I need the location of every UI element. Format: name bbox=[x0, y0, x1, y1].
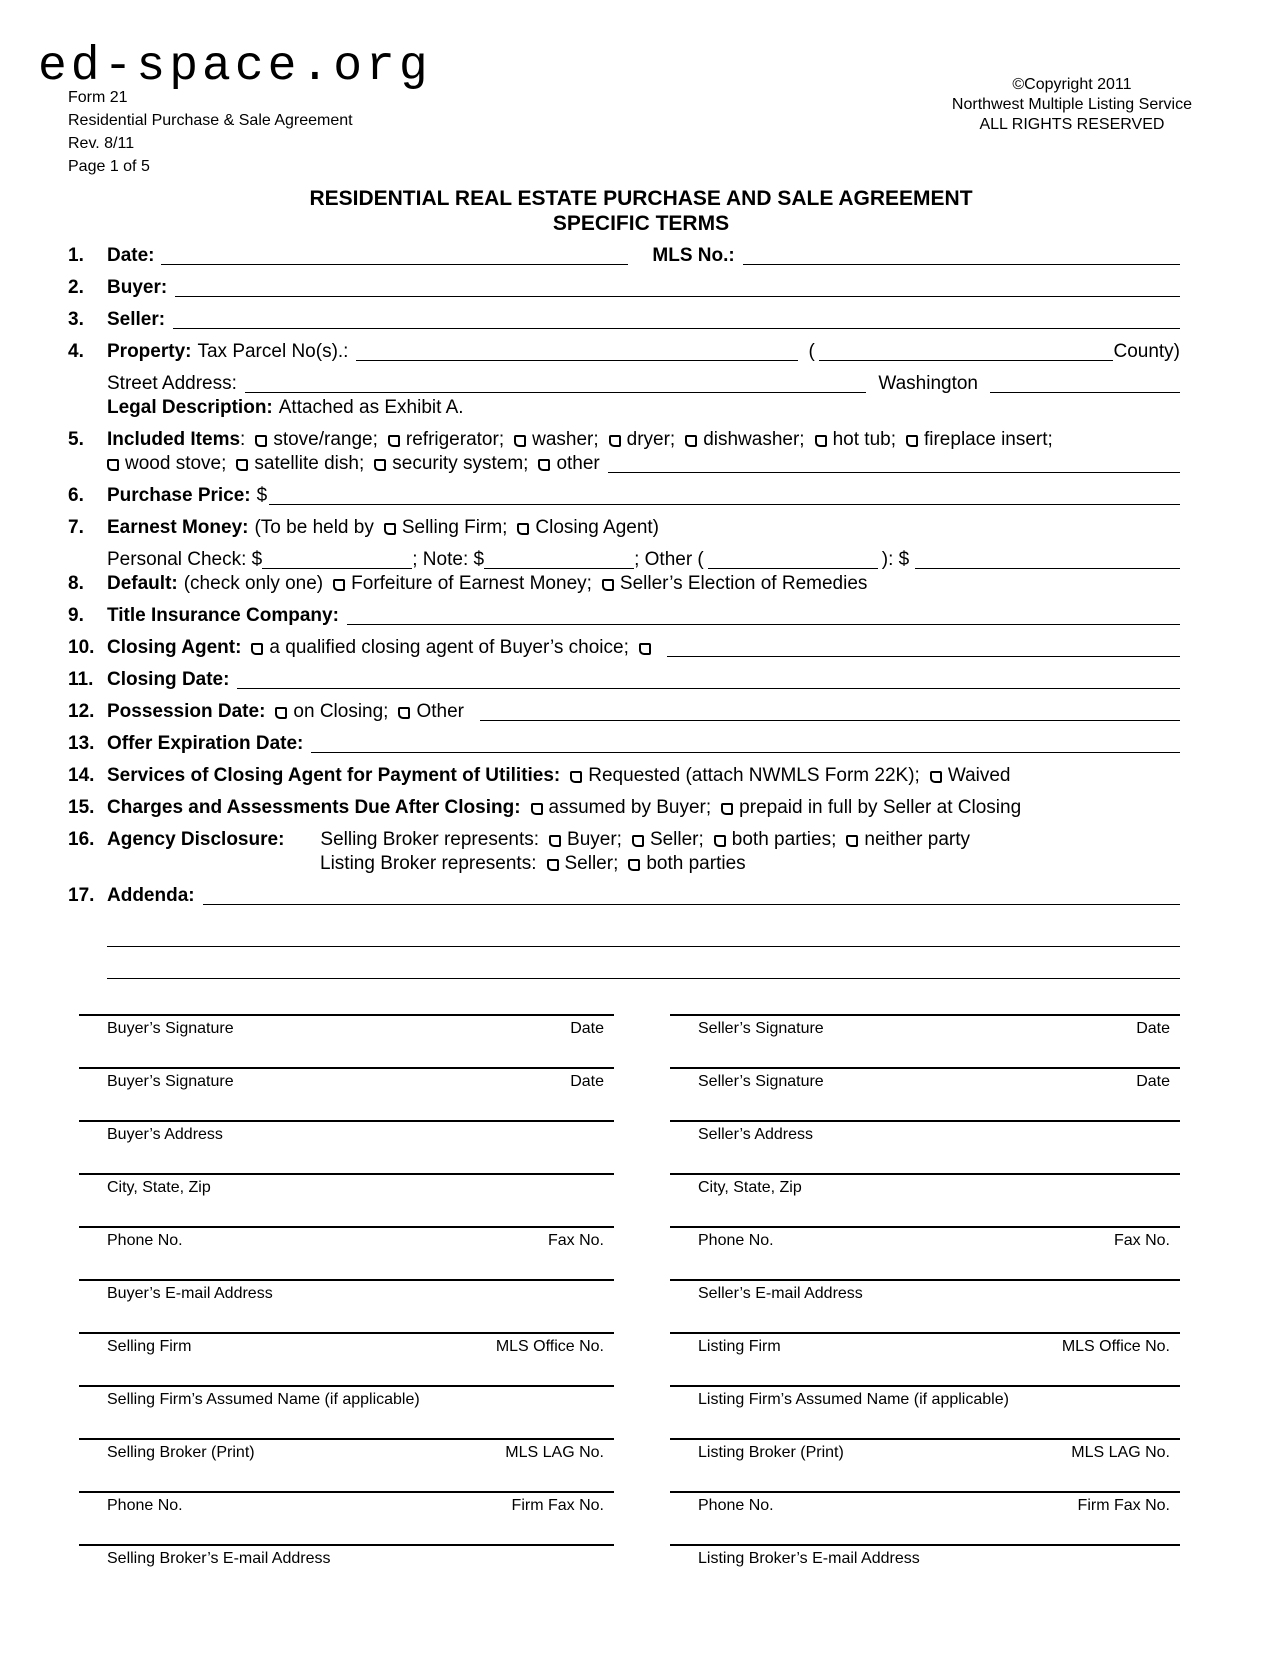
stove-range-checkbox[interactable] bbox=[255, 435, 267, 447]
item-utilities-services bbox=[68, 764, 1180, 788]
stove-range-label: stove/range; bbox=[273, 429, 378, 450]
dryer-checkbox[interactable] bbox=[609, 435, 621, 447]
listing-broker-email-row bbox=[670, 1544, 1180, 1568]
mls-no-input-line[interactable] bbox=[743, 264, 1180, 265]
addenda-label: Addenda: bbox=[107, 885, 195, 906]
listing-represents-both-label: both parties bbox=[646, 853, 746, 874]
item-charges-assessments bbox=[68, 796, 1180, 820]
represents-both-label: both parties; bbox=[731, 829, 837, 850]
selling-broker-email-row bbox=[79, 1544, 614, 1568]
washer-checkbox[interactable] bbox=[514, 435, 526, 447]
listing-represents-seller-checkbox[interactable] bbox=[547, 859, 559, 871]
selling-firm-option-label: Selling Firm; bbox=[401, 517, 508, 538]
document-title-line1: RESIDENTIAL REAL ESTATE PURCHASE AND SALE AGREEMENT bbox=[309, 187, 973, 210]
item-8-number: 8. bbox=[68, 573, 84, 594]
on-closing-label: on Closing; bbox=[293, 701, 389, 722]
named-agent-input-line[interactable] bbox=[667, 656, 1180, 657]
buyer-signature-column bbox=[79, 1014, 614, 1568]
item-7-number: 7. bbox=[68, 517, 84, 538]
seller-signature-1-label: Seller’s Signature bbox=[698, 1020, 824, 1037]
form-items bbox=[68, 244, 1180, 979]
utilities-requested-checkbox[interactable] bbox=[570, 771, 582, 783]
seller-fax-label: Fax No. bbox=[1113, 1232, 1170, 1249]
hot-tub-label: hot tub; bbox=[832, 429, 896, 450]
mls-no-label: MLS No.: bbox=[652, 245, 735, 266]
qualified-agent-checkbox[interactable] bbox=[251, 643, 263, 655]
selling-firm-checkbox[interactable] bbox=[384, 523, 396, 535]
listing-broker-email-label: Listing Broker’s E-mail Address bbox=[698, 1550, 920, 1567]
closing-agent-checkbox[interactable] bbox=[517, 523, 529, 535]
date-label: Date: bbox=[107, 245, 155, 266]
county-input-line[interactable] bbox=[819, 360, 1114, 361]
item-offer-expiration bbox=[68, 732, 1180, 756]
buyer-fax-label: Fax No. bbox=[547, 1232, 604, 1249]
listing-represents-seller-label: Seller; bbox=[564, 853, 619, 874]
addenda-input-line-1[interactable] bbox=[203, 904, 1180, 905]
item-10-number: 10. bbox=[68, 637, 95, 658]
buyer-input-line[interactable] bbox=[175, 296, 1180, 297]
represents-seller-checkbox[interactable] bbox=[632, 835, 644, 847]
seller-address-label: Seller’s Address bbox=[698, 1126, 814, 1143]
assumed-by-buyer-label: assumed by Buyer; bbox=[548, 797, 712, 818]
item-12-number: 12. bbox=[68, 701, 95, 722]
closing-agent-label: Closing Agent: bbox=[107, 637, 242, 658]
buyer-phone-fax-row bbox=[79, 1226, 614, 1250]
listing-represents-both-checkbox[interactable] bbox=[628, 859, 640, 871]
buyer-signature-1-label: Buyer’s Signature bbox=[107, 1020, 234, 1037]
item-9-number: 9. bbox=[68, 605, 84, 626]
possession-other-label: Other bbox=[416, 701, 464, 722]
other-items-input-line[interactable] bbox=[608, 472, 1180, 473]
seller-signature-row-1 bbox=[670, 1014, 1180, 1038]
item-default bbox=[68, 572, 1180, 596]
legal-description-value: Attached as Exhibit A. bbox=[278, 397, 464, 418]
prepaid-by-seller-checkbox[interactable] bbox=[721, 803, 733, 815]
other-items-checkbox[interactable] bbox=[538, 459, 550, 471]
county-label: County) bbox=[1113, 341, 1180, 362]
selling-firm-mls-office-label: MLS Office No. bbox=[495, 1338, 604, 1355]
selling-broker-mls-lag-label: MLS LAG No. bbox=[505, 1444, 604, 1461]
utilities-waived-label: Waived bbox=[947, 765, 1011, 786]
buyer-signature-row-1 bbox=[79, 1014, 614, 1038]
hot-tub-checkbox[interactable] bbox=[815, 435, 827, 447]
default-label: Default: bbox=[107, 573, 178, 594]
selling-broker-email-label: Selling Broker’s E-mail Address bbox=[107, 1550, 331, 1567]
election-remedies-checkbox[interactable] bbox=[602, 579, 614, 591]
selling-firm-assumed-name-row bbox=[79, 1385, 614, 1409]
security-system-label: security system; bbox=[392, 453, 529, 474]
seller-phone-label: Phone No. bbox=[698, 1232, 774, 1249]
buyer-city-state-zip-label: City, State, Zip bbox=[107, 1179, 211, 1196]
on-closing-checkbox[interactable] bbox=[275, 707, 287, 719]
assumed-by-buyer-checkbox[interactable] bbox=[531, 803, 543, 815]
legal-description-label: Legal Description: bbox=[107, 397, 273, 418]
wood-stove-label: wood stove; bbox=[125, 453, 227, 474]
item-15-number: 15. bbox=[68, 797, 95, 818]
purchase-price-label: Purchase Price: bbox=[107, 485, 251, 506]
seller-signature-2-label: Seller’s Signature bbox=[698, 1073, 824, 1090]
listing-broker-print-label: Listing Broker (Print) bbox=[698, 1444, 844, 1461]
other-money-input-line[interactable] bbox=[708, 568, 878, 569]
seller-email-row bbox=[670, 1279, 1180, 1303]
wood-stove-checkbox[interactable] bbox=[107, 459, 119, 471]
form-info-block bbox=[68, 86, 353, 178]
listing-broker-represents-label: Listing Broker represents: bbox=[320, 853, 537, 874]
offer-expiration-input-line[interactable] bbox=[311, 752, 1180, 753]
listing-broker-phone-label: Phone No. bbox=[698, 1497, 774, 1514]
buyer-address-row bbox=[79, 1120, 614, 1144]
document-title bbox=[0, 186, 1282, 236]
listing-firm-row bbox=[670, 1332, 1180, 1356]
selling-firm-row bbox=[79, 1332, 614, 1356]
form-title: Residential Purchase & Sale Agreement bbox=[68, 112, 353, 129]
purchase-price-input-line[interactable] bbox=[269, 504, 1180, 505]
represents-neither-checkbox[interactable] bbox=[846, 835, 858, 847]
listing-firm-assumed-name-row bbox=[670, 1385, 1180, 1409]
represents-seller-label: Seller; bbox=[649, 829, 704, 850]
addenda-input-line-3[interactable] bbox=[107, 978, 1180, 979]
utilities-requested-label: Requested (attach NWMLS Form 22K); bbox=[588, 765, 920, 786]
copyright-line: ©Copyright 2011 bbox=[1012, 76, 1132, 93]
rights-reserved: ALL RIGHTS RESERVED bbox=[979, 116, 1165, 133]
item-3-number: 3. bbox=[68, 309, 84, 330]
named-agent-checkbox[interactable] bbox=[639, 643, 651, 655]
listing-firm-label: Listing Firm bbox=[698, 1338, 781, 1355]
seller-signature-column bbox=[670, 1014, 1180, 1568]
street-address-label: Street Address: bbox=[107, 373, 237, 394]
form-revision: Rev. 8/11 bbox=[68, 135, 135, 152]
seller-label: Seller: bbox=[107, 309, 166, 330]
street-address-input-line[interactable] bbox=[245, 392, 866, 393]
tax-parcel-input-line[interactable] bbox=[356, 360, 798, 361]
property-label: Property: bbox=[107, 341, 192, 362]
dishwasher-checkbox[interactable] bbox=[685, 435, 697, 447]
item-closing-agent bbox=[68, 636, 1180, 660]
possession-other-checkbox[interactable] bbox=[398, 707, 410, 719]
represents-buyer-checkbox[interactable] bbox=[549, 835, 561, 847]
selling-broker-print-label: Selling Broker (Print) bbox=[107, 1444, 255, 1461]
signature-section bbox=[79, 1014, 1180, 1568]
refrigerator-label: refrigerator; bbox=[405, 429, 505, 450]
refrigerator-checkbox[interactable] bbox=[388, 435, 400, 447]
buyer-signature-2-label: Buyer’s Signature bbox=[107, 1073, 234, 1090]
personal-check-label: Personal Check: $ bbox=[107, 549, 263, 570]
included-items-label: Included Items bbox=[107, 429, 241, 450]
buyer-signature-2-date-label: Date bbox=[570, 1073, 604, 1090]
buyer-phone-label: Phone No. bbox=[107, 1232, 183, 1249]
other-money-close-label: ): $ bbox=[881, 549, 910, 570]
document-title-line2: SPECIFIC TERMS bbox=[552, 212, 730, 235]
other-items-label: other bbox=[556, 453, 600, 474]
fireplace-insert-label: fireplace insert; bbox=[923, 429, 1053, 450]
state-label: Washington bbox=[878, 373, 978, 394]
listing-broker-mls-lag-label: MLS LAG No. bbox=[1071, 1444, 1170, 1461]
satellite-dish-label: satellite dish; bbox=[254, 453, 365, 474]
item-4-number: 4. bbox=[68, 341, 84, 362]
held-by-label: (To be held by bbox=[254, 517, 374, 538]
forfeiture-checkbox[interactable] bbox=[333, 579, 345, 591]
possession-other-input-line[interactable] bbox=[480, 720, 1180, 721]
selling-broker-firm-fax-label: Firm Fax No. bbox=[511, 1497, 604, 1514]
buyer-label: Buyer: bbox=[107, 277, 168, 298]
item-possession-date bbox=[68, 700, 1180, 724]
personal-check-input-line[interactable] bbox=[262, 568, 412, 569]
included-items-colon: : bbox=[240, 429, 246, 450]
represents-buyer-label: Buyer; bbox=[567, 829, 622, 850]
listing-firm-assumed-name-label: Listing Firm’s Assumed Name (if applicable) bbox=[698, 1391, 1009, 1408]
item-5-number: 5. bbox=[68, 429, 84, 450]
closing-agent-option-label: Closing Agent) bbox=[535, 517, 659, 538]
item-2-number: 2. bbox=[68, 277, 84, 298]
listing-broker-print-row bbox=[670, 1438, 1180, 1462]
item-1-number: 1. bbox=[68, 245, 84, 266]
note-input-line[interactable] bbox=[484, 568, 634, 569]
agency-disclosure-label: Agency Disclosure: bbox=[107, 829, 285, 850]
selling-broker-print-row bbox=[79, 1438, 614, 1462]
item-13-number: 13. bbox=[68, 733, 95, 754]
item-purchase-price bbox=[68, 484, 1180, 508]
possession-date-label: Possession Date: bbox=[107, 701, 266, 722]
represents-both-checkbox[interactable] bbox=[714, 835, 726, 847]
page-count: Page 1 of 5 bbox=[68, 158, 150, 175]
qualified-agent-label: a qualified closing agent of Buyer’s choice; bbox=[269, 637, 629, 658]
utilities-services-label: Services of Closing Agent for Payment of Utilities: bbox=[107, 765, 561, 786]
seller-city-state-zip-label: City, State, Zip bbox=[698, 1179, 802, 1196]
dishwasher-label: dishwasher; bbox=[703, 429, 805, 450]
selling-firm-assumed-name-label: Selling Firm’s Assumed Name (if applicable) bbox=[107, 1391, 420, 1408]
listing-broker-phone-fax-row bbox=[670, 1491, 1180, 1515]
utilities-waived-checkbox[interactable] bbox=[930, 771, 942, 783]
title-insurance-label: Title Insurance Company: bbox=[107, 605, 339, 626]
seller-signature-2-date-label: Date bbox=[1136, 1073, 1170, 1090]
election-remedies-label: Seller’s Election of Remedies bbox=[619, 573, 868, 594]
washer-label: washer; bbox=[532, 429, 599, 450]
satellite-dish-checkbox[interactable] bbox=[236, 459, 248, 471]
buyer-city-state-zip-row bbox=[79, 1173, 614, 1197]
item-date bbox=[68, 244, 1180, 268]
item-16-number: 16. bbox=[68, 829, 95, 850]
addenda-input-line-2[interactable] bbox=[107, 946, 1180, 947]
charges-assessments-label: Charges and Assessments Due After Closing: bbox=[107, 797, 521, 818]
zip-input-line[interactable] bbox=[990, 392, 1180, 393]
closing-date-label: Closing Date: bbox=[107, 669, 230, 690]
item-14-number: 14. bbox=[68, 765, 95, 786]
watermark-logo: ed-space.org bbox=[38, 40, 432, 94]
seller-phone-fax-row bbox=[670, 1226, 1180, 1250]
dollar-sign: $ bbox=[256, 485, 268, 506]
buyer-email-label: Buyer’s E-mail Address bbox=[107, 1285, 273, 1302]
closing-date-input-line[interactable] bbox=[237, 688, 1180, 689]
dryer-label: dryer; bbox=[626, 429, 676, 450]
selling-firm-label: Selling Firm bbox=[107, 1338, 192, 1355]
item-closing-date bbox=[68, 668, 1180, 692]
listing-broker-firm-fax-label: Firm Fax No. bbox=[1077, 1497, 1170, 1514]
title-insurance-input-line[interactable] bbox=[347, 624, 1180, 625]
item-6-number: 6. bbox=[68, 485, 84, 506]
security-system-checkbox[interactable] bbox=[374, 459, 386, 471]
date-input-line[interactable] bbox=[161, 264, 629, 265]
tax-parcel-label: Tax Parcel No(s).: bbox=[197, 341, 349, 362]
buyer-signature-row-2 bbox=[79, 1067, 614, 1091]
item-title-insurance bbox=[68, 604, 1180, 628]
copyright-owner: Northwest Multiple Listing Service bbox=[951, 96, 1192, 113]
seller-signature-row-2 bbox=[670, 1067, 1180, 1091]
item-addenda bbox=[68, 884, 1180, 908]
prepaid-by-seller-label: prepaid in full by Seller at Closing bbox=[739, 797, 1022, 818]
selling-broker-represents-label: Selling Broker represents: bbox=[320, 829, 540, 850]
selling-broker-phone-label: Phone No. bbox=[107, 1497, 183, 1514]
item-earnest-money bbox=[68, 516, 1180, 572]
represents-neither-label: neither party bbox=[864, 829, 970, 850]
item-property bbox=[68, 340, 1180, 420]
buyer-email-row bbox=[79, 1279, 614, 1303]
seller-input-line[interactable] bbox=[173, 328, 1180, 329]
item-included-items bbox=[68, 428, 1180, 476]
earnest-money-label: Earnest Money: bbox=[107, 517, 249, 538]
item-seller bbox=[68, 308, 1180, 332]
buyer-address-label: Buyer’s Address bbox=[107, 1126, 223, 1143]
item-buyer bbox=[68, 276, 1180, 300]
forfeiture-label: Forfeiture of Earnest Money; bbox=[351, 573, 592, 594]
fireplace-insert-checkbox[interactable] bbox=[906, 435, 918, 447]
note-label: ; Note: $ bbox=[412, 549, 485, 570]
other-money-amount-line[interactable] bbox=[915, 568, 1180, 569]
check-only-one-note: (check only one) bbox=[183, 573, 324, 594]
listing-firm-mls-office-label: MLS Office No. bbox=[1061, 1338, 1170, 1355]
copyright-block bbox=[952, 75, 1192, 135]
other-money-label: ; Other ( bbox=[634, 549, 704, 570]
buyer-signature-1-date-label: Date bbox=[570, 1020, 604, 1037]
item-17-number: 17. bbox=[68, 885, 95, 906]
offer-expiration-label: Offer Expiration Date: bbox=[107, 733, 304, 754]
item-agency-disclosure bbox=[68, 828, 1180, 876]
seller-signature-1-date-label: Date bbox=[1136, 1020, 1170, 1037]
seller-email-label: Seller’s E-mail Address bbox=[698, 1285, 863, 1302]
form-number: Form 21 bbox=[68, 89, 128, 106]
selling-broker-phone-fax-row bbox=[79, 1491, 614, 1515]
county-paren-open: ( bbox=[808, 341, 815, 362]
item-11-number: 11. bbox=[68, 669, 94, 690]
seller-address-row bbox=[670, 1120, 1180, 1144]
seller-city-state-zip-row bbox=[670, 1173, 1180, 1197]
